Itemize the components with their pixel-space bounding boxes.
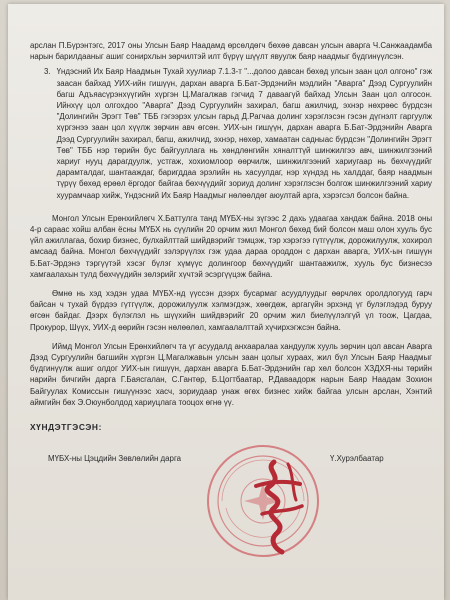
spacer xyxy=(30,333,432,341)
closing-salutation: ХҮНДЭТГЭСЭН: xyxy=(30,422,102,433)
spacer xyxy=(30,201,432,213)
paragraph-request: Иймд Монгол Улсын Ерөнхийлөгч та үг асуудалд анхааралаа хандуулж хууль зөрчин цол авсан Аварга Дээд Сургуулийн багшийн хүргэн Ц.Магалжавын улсын заан цолыг хураах, жил бүл Улсын Баяр Наадмыг бүдгинүүлж ашиг олдог УИХ-ын гишүүн, дархан аварга Б.Бат-Эрдэнийн гар хөл болсон ХЗДХЯ-ны төрийн нарийн бичгийн дарга Г.Баясгалан, С.Гантөр, Б.Цогтбаатар, Р.Даваадорж нарын Баяр Наадам Зохион Байгуулах Комиссын гишүүнээс хасч, зориудаар унаж өгөх бизнес хийж байгаа улсын арслан, Хэнтий аймгийн бөх Э.Оюунболдод хариуцлага тооцох өгнө үү. xyxy=(30,341,432,407)
spacer xyxy=(30,280,432,288)
list-item-number: 3. xyxy=(44,67,51,77)
signatory-title: МҮБХ-ны Цэцдийн Зөвлөлийн дарга xyxy=(48,454,182,464)
list-item-3 xyxy=(30,66,432,200)
document-sheet xyxy=(8,4,444,600)
handwritten-signature xyxy=(244,456,314,556)
signatory-name: Ү.Хурэлбаатар xyxy=(330,454,384,464)
paragraph-history: Өмнө нь хэд хэдэн удаа МҮБХ-нд үүссэн дээрх бусармаг асуудлуудыг өөрчлөх оролдлогууд гарч байсан ч тухай бүрдээ гүтгүүлж, дорожилуулж хэлмэгдэж, хөөгдөж, аргагүйн эрхэнд үг булэглэдэд буруу өгсөн байдаг. Дээрх бүлэглэл нь шүүхийн шийдвэрийг 20 орчим жил биелүүлэлгүй үл тоож, Цагдаа, Прокурор, Шүүх, УИХ-д өөрийн гэсэн нөлөөлөл, хамгаалалттай хүчирхэгжсэн байна. xyxy=(30,289,432,332)
paragraph-continuation: арслан П.Бүрэнтэгс, 2017 оны Улсын Баяр Наадамд өрсөлдөгч бөхөө давсан улсын аварга Ч.Санжаадамба нарын барилдааныг ашиг сонирхлын зөрчилтэй илт бүрүү шүүлт явуулж баяр наадмыг бүдгинүүлсэн. xyxy=(30,41,432,62)
document-body xyxy=(30,40,432,479)
paragraph-address: Монгол Улсын Ерөнхийлөгч Х.Баттулга танд МҮБХ-ны зүгээс 2 дахь удаагаа хандаж байна. 2018 оны 4-р сараас хойш албан ёсны МҮБХ нь сүүлийн 20 орчим жил Монгол бөхөд бий болсон маш олон хууль бус үйл ажиллагаа, бохир бизнес, булхайлттай шийдвэрийг тэмцэж, тэр хэрэгээ гүтгүүлж, дорожилуулж, хохирол амсаад байна. Монгол бөхчүүдийг зэлэрүүлэх гэж удаа дараа ороддон с дархан аварга, УИХ-ын гишүүн Б.Бат-Эрдэнэ тэргүүтэй хэсэг бүлэг хүмүүс долингоор бөхчүүдийг шантаажилж, хууль бус бизнесээ хамгаалахын тулд бөхчүүдийн зөлэрийг хүчтэй эсэргүүцэж байна. xyxy=(30,213,432,279)
list-item-text: Үндэсний Их Баяр Наадмын Тухай хуулиар 7.1.3-т "...долоо давсан бөхөд улсын заан цол олгоно" гэж заасан байхад УИХ-ийн гишүүн, дархан аварга Б.Бат-Эрдэнийн мэдлийн "Аварга" Дээд Сургуулийн багш Адъяасүрэнхүүгийн хүргэн Ц.Магалжав гэгчид 7 даваагүй байхад Улсын Заан цол олгосон. Ийнхүү цол олгохдоо "Аварга" Дээд Сургуулийн захирал, багш ажилчид, эхнэр нөхрөөс бүрдсэн "Долингийн Эрэгт Төв" ТББ гэгээрэх улсын гарьд Д.Рагчаа долинг хэрэглэсэн гэсэн дүгнэлт гаргуулж хүргэнээ заан цол хүүлж зөрчин авч өгсөн. УИХ-ын гишүүн, дархан аварга Б.Бат-Эрдэнийн Аварга Дээд Сургуулийн захирал, багш, ажилчид, эхнэр, нөхөр, хамаатан садныас бүрдсэн "Долингийн Эрэгт Төв" ТББ нэр төрийн бус байгууллага нь хөндлөнгийн хяналттүй шинжилгээ авч, шинжилгээний хариуг нууц дарагдуулж, устгаж, хохиомлоор өөрчилж, шинжилгээний хариугаар нь бөхчүүдийг дарамталдаг, шантааждаг, баригддаа эрэлийн нь хасуулдаг, нэр хүндэд нь халддаг, баяр наадмын түрүү бөхөд ерөөл ёргодог байгаа бөхчүүдийг зориуд долинг хэрэглэсэн болгож шинжилгээний хариу хуурамчаар хийж, Үндэсний Их Баяр Наадмыг нөлөөлдөг аюултай арга, хэрэгсэл болсон байна. xyxy=(56,67,432,200)
